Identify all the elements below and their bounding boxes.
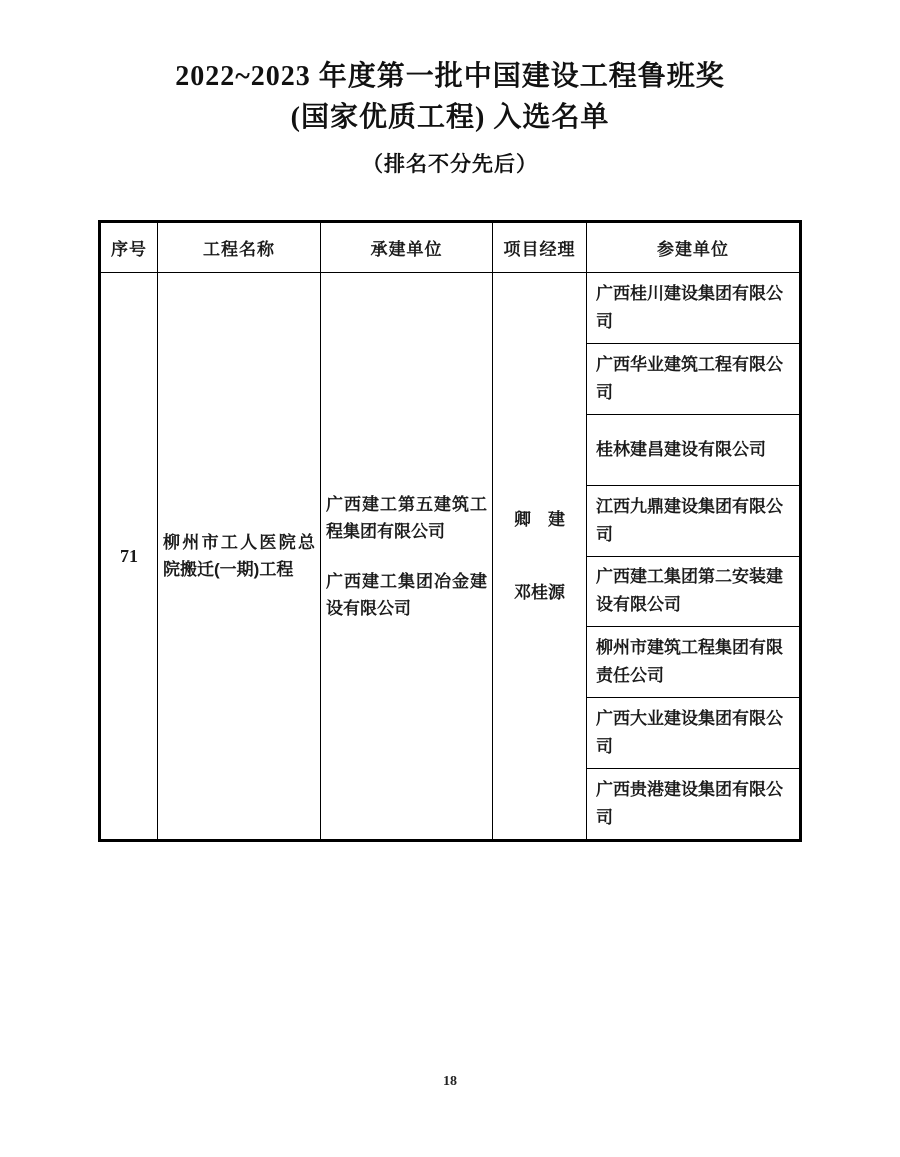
cell-project-name: 柳州市工人医院总院搬迁(一期)工程 <box>158 273 321 839</box>
awards-table <box>98 220 802 842</box>
header-cell-serial-number: 序号 <box>101 223 158 272</box>
cell-contractors <box>321 273 493 839</box>
participant-cell: 广西建工集团第二安装建设有限公司 <box>587 557 799 628</box>
participant-cell: 广西大业建设集团有限公司 <box>587 698 799 769</box>
contractor-name: 广西建工集团冶金建设有限公司 <box>326 571 487 618</box>
header-cell-project-name: 工程名称 <box>158 223 321 272</box>
header-cell-project-manager: 项目经理 <box>493 223 587 272</box>
title-block <box>0 56 900 177</box>
contractor-name: 广西建工第五建筑工程集团有限公司 <box>326 494 487 541</box>
cell-participants <box>587 273 799 839</box>
participant-cell: 广西贵港建设集团有限公司 <box>596 780 783 828</box>
page-subtitle: （排名不分先后） <box>362 152 538 176</box>
manager-name: 邓桂源 <box>514 583 565 602</box>
page-title-line1: 2022~2023 年度第一批中国建设工程鲁班奖 <box>175 61 725 92</box>
participant-cell: 江西九鼎建设集团有限公司 <box>587 486 799 557</box>
header-cell-participants: 参建单位 <box>657 240 729 259</box>
participant-cell: 广西华业建筑工程有限公司 <box>587 344 799 415</box>
table-header-row <box>101 223 799 273</box>
cell-project-managers <box>493 273 587 839</box>
participant-cell: 柳州市建筑工程集团有限责任公司 <box>587 627 799 698</box>
table-row <box>101 273 799 839</box>
page-number: 18 <box>443 1074 457 1089</box>
page-title-line2: (国家优质工程) 入选名单 <box>290 102 610 133</box>
header-cell-contractor: 承建单位 <box>321 223 493 272</box>
cell-serial-number: 71 <box>101 273 158 839</box>
participant-cell: 桂林建昌建设有限公司 <box>587 415 799 486</box>
manager-name: 卿 建 <box>514 510 565 529</box>
participant-cell: 广西桂川建设集团有限公司 <box>587 273 799 344</box>
